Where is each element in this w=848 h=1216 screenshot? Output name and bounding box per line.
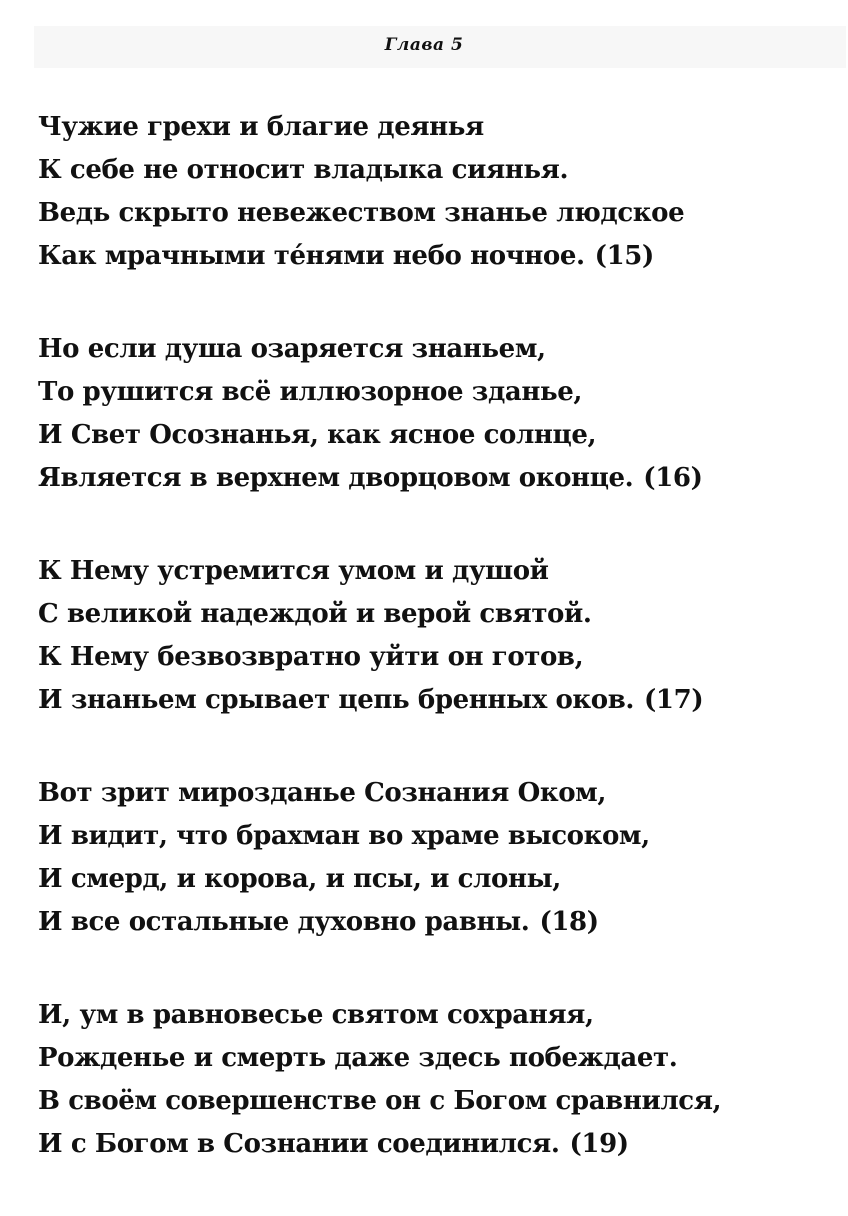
verse-text: Как мрачными тéнями небо ночное.	[38, 241, 585, 271]
verse-line: И видит, что брахман во храме высоком,	[38, 821, 650, 851]
verse-line: Вот зрит мирозданье Сознания Оком,	[38, 778, 607, 808]
verse-number: (16)	[643, 463, 703, 493]
stanza-18	[38, 772, 838, 944]
stanza-17	[38, 550, 838, 722]
stanza-16	[38, 328, 838, 500]
verse-line-last	[38, 901, 838, 944]
verse-line: К Нему устремится умом и душой	[38, 556, 549, 586]
verse-line: К себе не относит владыка сиянья.	[38, 155, 569, 185]
verse-line: И смерд, и корова, и псы, и слоны,	[38, 864, 561, 894]
verse-line: Ведь скрыто невежеством знанье людское	[38, 198, 685, 228]
verse-line-last	[38, 235, 838, 278]
stanza-15	[38, 106, 838, 278]
verse-line: В своём совершенстве он с Богом сравнился,	[38, 1086, 722, 1116]
verse-text: И с Богом в Сознании соединился.	[38, 1129, 560, 1159]
verse-number: (17)	[644, 685, 704, 715]
verse-text: И знаньем срывает цепь бренных оков.	[38, 685, 635, 715]
verse-number: (15)	[594, 241, 654, 271]
verse-line: То рушится всё иллюзорное зданье,	[38, 377, 583, 407]
verse-line: С великой надеждой и верой святой.	[38, 599, 592, 629]
verse-line: К Нему безвозвратно уйти он готов,	[38, 642, 584, 672]
verse-line: И Свет Осознанья, как ясное солнце,	[38, 420, 597, 450]
verse-line-last	[38, 679, 838, 722]
verse-text: И все остальные духовно равны.	[38, 907, 530, 937]
verse-line-last	[38, 1123, 838, 1166]
poem	[38, 106, 838, 1216]
chapter-title: Глава 5	[384, 35, 464, 55]
verse-number: (18)	[539, 907, 599, 937]
verse-text: Является в верхнем дворцовом оконце.	[38, 463, 634, 493]
stanza-19	[38, 994, 838, 1166]
verse-line-last	[38, 457, 838, 500]
verse-line: Рожденье и смерть даже здесь побеждает.	[38, 1043, 678, 1073]
verse-line: И, ум в равновесье святом сохраняя,	[38, 1000, 594, 1030]
verse-line: Но если душа озаряется знаньем,	[38, 334, 546, 364]
verse-number: (19)	[569, 1129, 629, 1159]
verse-line: Чужие грехи и благие деянья	[38, 112, 484, 142]
